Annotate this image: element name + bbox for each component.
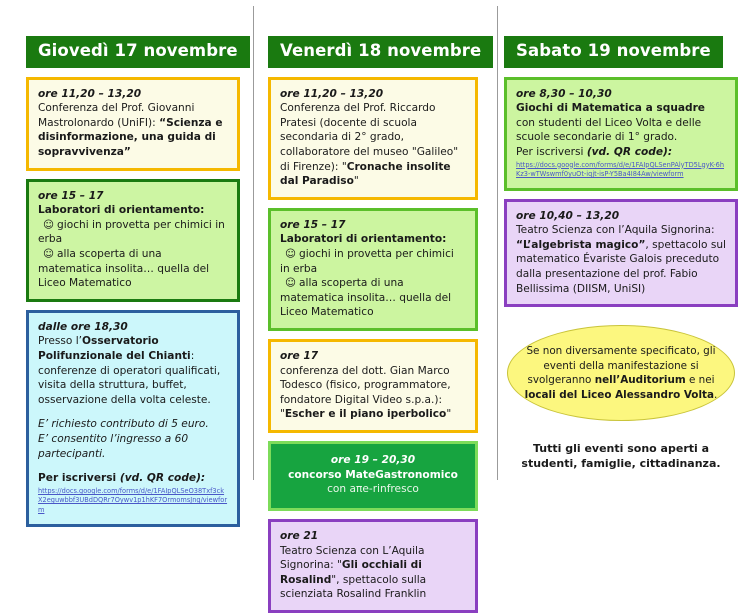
- event-card: [504, 77, 738, 191]
- event-text-line: , spettacolo sul matematico Évariste Galois preceduto dalla presentazione del prof. Fabio Bellissima (DIISM, UniSI): [516, 238, 726, 295]
- event-card: [26, 179, 240, 302]
- event-title-quote: Escher e il piano iperbolico: [284, 408, 447, 421]
- event-bullet-label: giochi in provetta per chimici in erba: [38, 218, 225, 246]
- event-description: [280, 101, 466, 189]
- venue-notice-text: [524, 344, 718, 403]
- event-bullet: [280, 247, 466, 276]
- event-description: [38, 101, 228, 159]
- signup-label: Per iscriversi: [516, 145, 587, 158]
- event-description: [280, 544, 466, 602]
- quote-open: ": [341, 160, 347, 173]
- event-bullet-label: alla scoperta di una matematica insolita… quella del Liceo Matematico: [280, 277, 452, 319]
- event-description: [280, 364, 466, 422]
- signup-link[interactable]: https://docs.google.com/forms/d/e/1FAIpQLSeO38Txf3ckX2eguwbbf3UBdDQRr7Oywv1p1hKF7OrmomsJng/viewform: [38, 486, 228, 514]
- event-text-line: conferenza del dott. Gian Marco Todesco (fisico, programmatore, fondatore Digital Video s.p.a.):: [280, 364, 451, 406]
- event-venue-name: Osservatorio Polifunzionale del Chianti: [38, 335, 191, 363]
- event-bullet-label: giochi in provetta per chimici in erba: [280, 247, 454, 275]
- event-title: Laboratori di orientamento:: [38, 204, 205, 217]
- smiley-icon: ☺: [43, 218, 55, 231]
- event-time: ore 17: [280, 350, 319, 363]
- venue-auditorium: nell’Auditorium: [594, 374, 686, 387]
- event-time: ore 11,20 – 13,20: [38, 87, 142, 100]
- spacer: [38, 407, 228, 417]
- event-title: Giochi di Matematica a squadre: [516, 102, 705, 115]
- event-bullet-label: alla scoperta di una matematica insolita… quella del Liceo Matematico: [38, 247, 210, 290]
- day-header-friday: Venerdì 18 novembre: [268, 36, 493, 68]
- quote-open: ": [337, 559, 342, 572]
- event-time: ore 8,30 – 10,30: [516, 87, 612, 100]
- event-time: ore 19 – 20,30: [330, 454, 416, 467]
- event-card: [268, 208, 478, 331]
- event-text-line: Conferenza del Prof. Giovanni: [38, 102, 195, 115]
- event-card: [268, 519, 478, 613]
- event-subtitle: con aπe-rinfresco: [327, 483, 419, 496]
- event-title-quote: Gli occhiali di Rosalind: [280, 559, 422, 586]
- event-text-line: Teatro Scienza con L’Aquila Signorina:: [280, 544, 425, 572]
- event-card-contest: [268, 441, 478, 511]
- event-title: concorso MateGastronomico: [288, 468, 458, 481]
- day-header-thursday: Giovedì 17 novembre: [26, 36, 250, 68]
- event-bullet: [280, 276, 466, 320]
- quote-close: ": [446, 408, 452, 421]
- venue-notice-end: .: [714, 389, 718, 402]
- event-venue: [38, 334, 228, 363]
- venue-notice-mid: e nei: [685, 374, 715, 387]
- event-card: [26, 310, 240, 527]
- event-time: ore 10,40 – 13,20: [516, 209, 620, 222]
- event-description: [516, 223, 726, 296]
- event-title-quote: “Scienza e disinformazione, una guida di sopravvivenza”: [38, 116, 223, 158]
- event-venue-suffix: :: [190, 350, 195, 363]
- day-column-thursday: [0, 36, 252, 530]
- event-note: E’ consentito l’ingresso a 60 partecipanti.: [38, 433, 189, 460]
- event-description: con studenti del Liceo Volta e delle scuole secondarie di 1° grado.: [516, 116, 702, 144]
- event-card: [26, 77, 240, 171]
- event-time: dalle ore 18,30: [38, 320, 128, 333]
- signup-qr-note: (vd. QR code):: [119, 472, 206, 485]
- event-title: Laboratori di orientamento:: [280, 233, 447, 246]
- smiley-icon: ☺: [43, 247, 55, 260]
- event-text-line: Conferenza del Prof. Riccardo Pratesi (docente di scuola secondaria di 2° grado, collaboratore del museo "Galileo" di Firenze):: [280, 102, 459, 173]
- event-time: ore 15 – 17: [280, 218, 346, 231]
- event-bullet: [38, 218, 228, 247]
- event-title-quote: “L’algebrista magico”: [516, 238, 646, 251]
- signup-line: [516, 145, 726, 160]
- closing-statement: Tutti gli eventi sono aperti a studenti, famiglie, cittadinanza.: [521, 442, 721, 471]
- event-description: conferenze di operatori qualificati, visita della struttura, buffet, osservazione della volta celeste.: [38, 364, 221, 406]
- signup-line: [38, 471, 228, 486]
- quote-close: ", spettacolo sulla scienziata Rosalind Franklin: [280, 573, 427, 601]
- event-time: ore 21: [280, 529, 319, 542]
- spacer: [38, 461, 228, 471]
- smiley-icon: ☺: [285, 277, 297, 290]
- event-note: E’ richiesto contributo di 5 euro.: [38, 418, 209, 431]
- event-text-line: Mastrolonardo (UniFI):: [38, 116, 160, 129]
- event-card: [268, 339, 478, 433]
- event-text-line: Teatro Scienza con l’Aquila Signorina:: [516, 224, 715, 237]
- event-bullet: [38, 247, 228, 291]
- signup-label: Per iscriversi: [38, 472, 120, 485]
- event-time: ore 15 – 17: [38, 189, 104, 202]
- day-header-saturday: Sabato 19 novembre: [504, 36, 723, 68]
- quote-close: ": [353, 175, 359, 188]
- venue-notice-oval: [507, 325, 735, 421]
- smiley-icon: ☺: [285, 247, 297, 260]
- event-title-quote: Cronache insolite dal Paradiso: [280, 160, 451, 188]
- day-column-friday: [252, 36, 490, 601]
- event-card: [268, 77, 478, 200]
- signup-link[interactable]: https://docs.google.com/forms/d/e/1FAIpQLSenPAlyTD5LgyK-6hKz3-wTWswmf0yuOt-iqjt-isP-Y5Ba4I84Aw/viewform: [516, 160, 725, 179]
- venue-liceo: locali del Liceo Alessandro Volta: [524, 389, 714, 402]
- quote-open: ": [280, 408, 285, 421]
- day-column-saturday: [490, 36, 750, 530]
- signup-qr-note: (vd. QR code):: [586, 145, 673, 158]
- venue-notice-line: Se non diversamente specificato, gli eventi della manifestazione si svolgeranno: [526, 344, 716, 387]
- event-time: ore 11,20 – 13,20: [280, 87, 384, 100]
- event-venue-prefix: Presso l’: [38, 335, 83, 348]
- event-card: [504, 199, 738, 308]
